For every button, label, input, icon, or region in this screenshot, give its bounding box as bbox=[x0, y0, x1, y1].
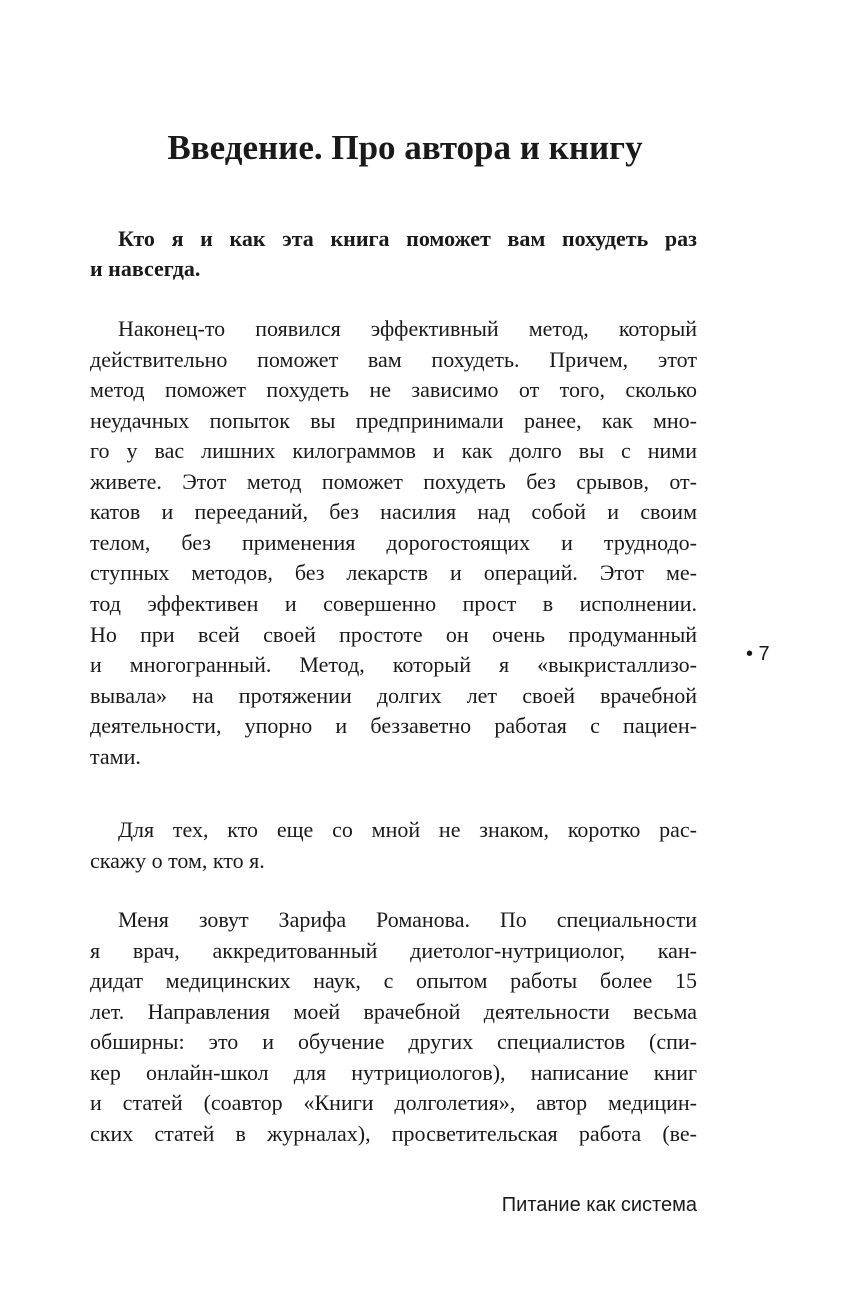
text-line: Наконец-то появился эффективный метод, который bbox=[118, 316, 697, 341]
text-line: ских статей в журналах), просветительская работа (ве- bbox=[90, 1121, 697, 1146]
text-line: вывала» на протяжении долгих лет своей врачебной bbox=[90, 683, 697, 708]
text-line: ступных методов, без лекарств и операций. Этот ме- bbox=[90, 560, 697, 585]
text-line: и навсегда. bbox=[90, 256, 201, 281]
text-line: го у вас лишних килограммов и как долго вы с ними bbox=[90, 438, 697, 463]
text-line: неудачных попыток вы предпринимали ранее, как мно- bbox=[90, 408, 697, 433]
text-line: деятельности, упорно и беззаветно работая с пациен- bbox=[90, 713, 697, 738]
text-line: и статей (соавтор «Книги долголетия», автор медицин- bbox=[90, 1090, 697, 1115]
text-line: Для тех, кто еще со мной не знаком, коротко рас- bbox=[118, 817, 697, 842]
running-footer: Питание как система bbox=[501, 1194, 697, 1216]
text-line: тод эффективен и совершенно прост в исполнении. bbox=[90, 591, 697, 616]
text-line: лет. Направления моей врачебной деятельности весьма bbox=[90, 999, 697, 1024]
text-line: Меня зовут Зарифа Романова. По специальности bbox=[118, 907, 697, 932]
page-number: • 7 bbox=[746, 643, 770, 665]
text-line: тами. bbox=[90, 744, 141, 769]
text-line: Но при всей своей простоте он очень продуманный bbox=[90, 622, 697, 647]
chapter-title: Введение. Про автора и книгу bbox=[167, 128, 643, 167]
text-line: дидат медицинских наук, с опытом работы более 15 bbox=[90, 968, 697, 993]
text-line: я врач, аккредитованный диетолог-нутрициолог, кан- bbox=[90, 938, 697, 963]
text-line: живете. Этот метод поможет похудеть без срывов, от- bbox=[90, 469, 697, 494]
text-line: метод поможет похудеть не зависимо от того, сколько bbox=[90, 377, 697, 402]
text-line: телом, без применения дорогостоящих и труднодо- bbox=[90, 530, 697, 555]
text-line: катов и переедaний, без насилия над собой и своим bbox=[90, 499, 697, 524]
text-line: обширны: это и обучение других специалистов (спи- bbox=[90, 1029, 697, 1054]
text-line: скажу о том, кто я. bbox=[90, 848, 265, 873]
text-line: Кто я и как эта книга поможет вам похудеть раз bbox=[118, 226, 697, 251]
text-line: и многогранный. Метод, который я «выкристаллизо- bbox=[90, 652, 697, 677]
text-line: действительно поможет вам похудеть. Причем, этот bbox=[90, 347, 697, 372]
text-line: кер онлайн-школ для нутрициологов), написание книг bbox=[90, 1060, 697, 1085]
